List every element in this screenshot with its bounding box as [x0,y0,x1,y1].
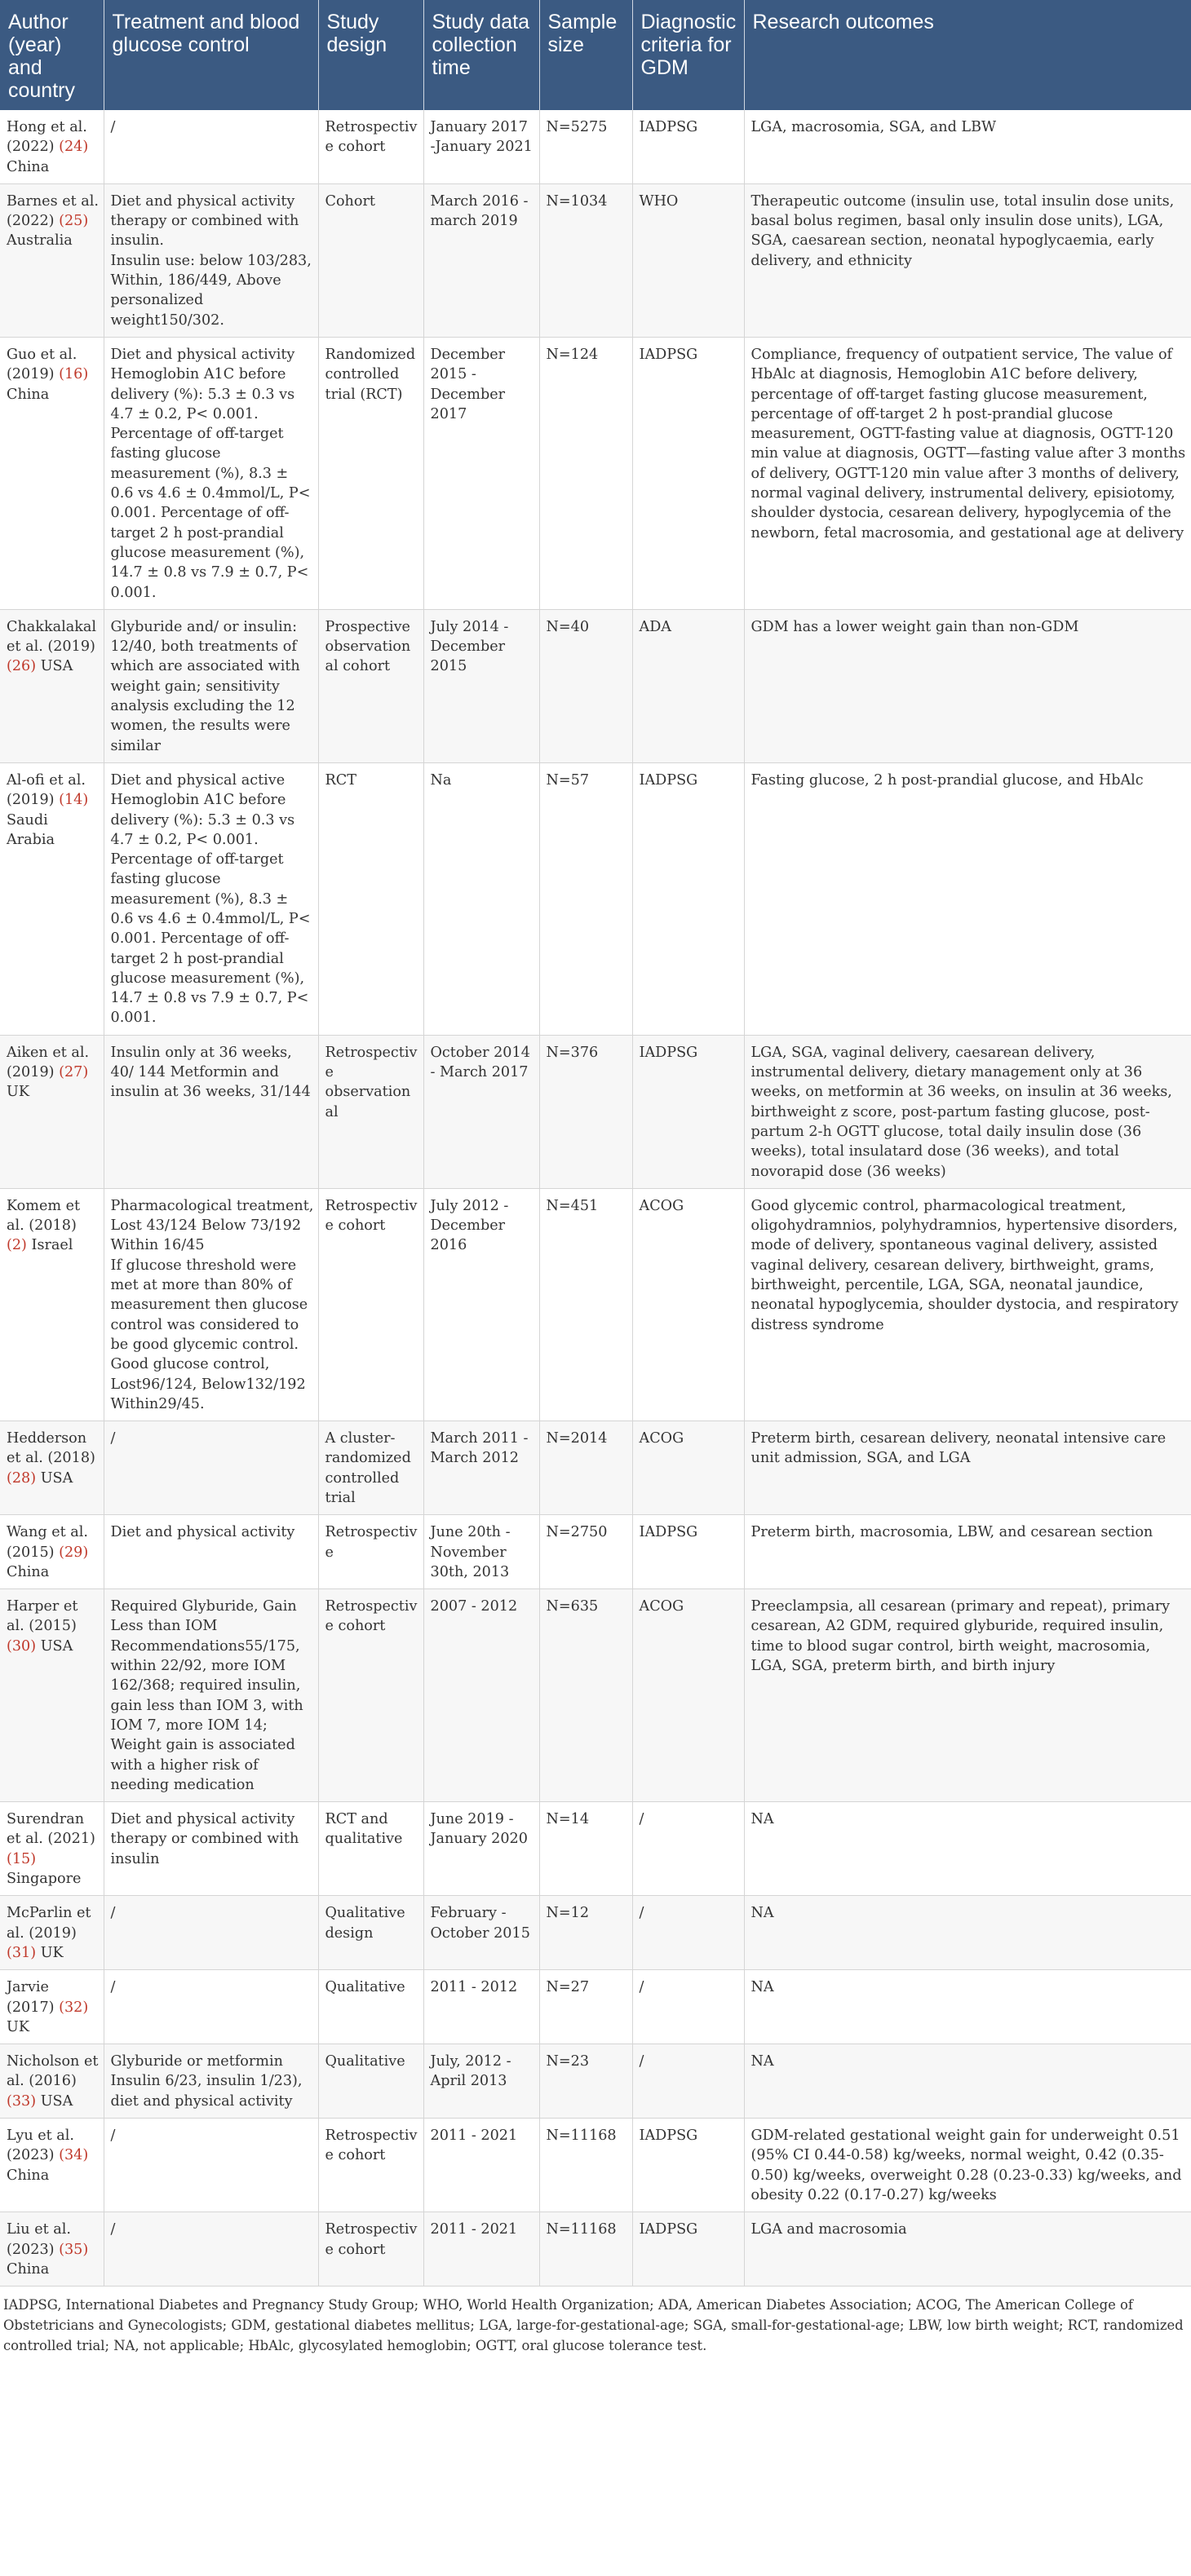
author-name: Surendran et al. (2021) [7,1811,95,1848]
cell-author [0,1896,104,1970]
author-country: Saudi Arabia [7,811,55,848]
cell-time: July 2014 - December 2015 [423,609,539,762]
cell-time: March 2011 -March 2012 [423,1421,539,1515]
cell-time: March 2016 -march 2019 [423,183,539,337]
cell-criteria: ADA [632,609,744,762]
cell-author [0,337,104,609]
cell-criteria: IADPSG [632,1035,744,1188]
cell-author [0,1515,104,1589]
cell-criteria: / [632,2044,744,2119]
cell-sample: N=11168 [539,2212,632,2287]
cell-sample: N=2750 [539,1515,632,1589]
author-country: China [7,2260,50,2278]
table-row [0,2212,1191,2287]
table-row [0,1896,1191,1970]
cell-treatment: Glyburide and/ or insulin: 12/40, both treatments of which are associated with weight gain; sensitivity analysis excluding the 12 women, the results were similar [104,609,318,762]
column-header-sample: Sample size [539,0,632,110]
reference-link[interactable]: (34) [59,2147,89,2164]
column-header-time: Study data collection time [423,0,539,110]
cell-criteria: IADPSG [632,2119,744,2212]
cell-treatment: / [104,2119,318,2212]
cell-sample: N=11168 [539,2119,632,2212]
reference-link[interactable]: (27) [59,1064,89,1081]
cell-sample: N=23 [539,2044,632,2119]
cell-author [0,1589,104,1802]
cell-sample: N=376 [539,1035,632,1188]
cell-criteria: ACOG [632,1589,744,1802]
cell-design: Retrospective cohort [318,2212,423,2287]
reference-link[interactable]: (16) [59,366,89,383]
column-header-criteria: Diagnostic criteria for GDM [632,0,744,110]
cell-outcomes: NA [744,1802,1191,1896]
cell-sample: N=451 [539,1188,632,1421]
author-country: Singapore [7,1871,82,1888]
table-row [0,1188,1191,1421]
table-row [0,1421,1191,1515]
cell-author [0,2119,104,2212]
table-row [0,110,1191,183]
cell-design: Qualitative [318,2044,423,2119]
header-row [0,0,1191,110]
cell-design: Retrospective cohort [318,2119,423,2212]
author-name: Aiken et al. (2019) [7,1044,90,1081]
author-name: Komem et al. (2018) [7,1197,81,1235]
table-row [0,762,1191,1035]
author-country: UK [7,2018,29,2035]
cell-sample: N=2014 [539,1421,632,1515]
author-name: Chakkalakal et al. (2019) [7,618,96,656]
reference-link[interactable]: (14) [59,792,89,809]
cell-treatment: Diet and physical activity therapy or combined with insulin. Insulin use: below 103/283, Within, 186/449, Above personalized weight150/302. [104,183,318,337]
reference-link[interactable]: (15) [7,1850,37,1867]
cell-time: Na [423,762,539,1035]
cell-criteria: WHO [632,183,744,337]
cell-design: RCT and qualitative [318,1802,423,1896]
cell-criteria: / [632,1970,744,2044]
cell-design: Retrospective cohort [318,1589,423,1802]
cell-treatment: / [104,1421,318,1515]
cell-design: Retrospective [318,1515,423,1589]
cell-treatment: / [104,110,318,183]
author-country: China [7,1563,50,1580]
cell-outcomes: GDM has a lower weight gain than non-GDM [744,609,1191,762]
table-body [0,110,1191,2287]
cell-time: January 2017 -January 2021 [423,110,539,183]
cell-outcomes: Preterm birth, cesarean delivery, neonatal intensive care unit admission, SGA, and LGA [744,1421,1191,1515]
cell-treatment: Diet and physical activity Hemoglobin A1C before delivery (%): 5.3 ± 0.3 vs 4.7 ± 0.2, P< 0.001. Percentage of off-target fasting glucose measurement (%), 8.3 ± 0.6 vs 4.6 ± 0.4mmol/L, P< 0.001. Percentage of off-target 2 h post-prandial glucose measurement (%), 14.7 ± 0.8 vs 7.9 ± 0.7, P< 0.001. [104,337,318,609]
cell-criteria: ACOG [632,1188,744,1421]
cell-author [0,1421,104,1515]
author-name: Jarvie (2017) [7,1979,55,2016]
author-name: Nicholson et al. (2016) [7,2053,99,2090]
cell-criteria: IADPSG [632,110,744,183]
table-row [0,1970,1191,2044]
author-name: Guo et al. (2019) [7,346,77,383]
cell-time: July, 2012 - April 2013 [423,2044,539,2119]
author-country: China [7,386,50,403]
cell-outcomes: Fasting glucose, 2 h post-prandial glucose, and HbAlc [744,762,1191,1035]
cell-time: December 2015 -December 2017 [423,337,539,609]
reference-link[interactable]: (2) [7,1237,27,1254]
cell-author [0,1035,104,1188]
cell-outcomes: GDM-related gestational weight gain for underweight 0.51 (95% CI 0.44-0.58) kg/weeks, normal weight, 0.42 (0.35-0.50) kg/weeks, overweight 0.28 (0.23-0.33) kg/weeks, and obesity 0.22 (0.17-0.27) kg/weeks [744,2119,1191,2212]
cell-outcomes: Preterm birth, macrosomia, LBW, and cesarean section [744,1515,1191,1589]
cell-outcomes: Preeclampsia, all cesarean (primary and repeat), primary cesarean, A2 GDM, required glyburide, required insulin, time to blood sugar control, birth weight, macrosomia, LGA, SGA, preterm birth, and birth injury [744,1589,1191,1802]
author-country: Israel [31,1237,73,1254]
cell-author [0,1970,104,2044]
cell-design: Retrospective cohort [318,110,423,183]
table-row [0,1515,1191,1589]
reference-link[interactable]: (29) [59,1544,89,1561]
author-country: China [7,158,50,175]
cell-design: A cluster-randomized controlled trial [318,1421,423,1515]
author-name: Liu et al. (2023) [7,2221,72,2258]
cell-design: Qualitative design [318,1896,423,1970]
cell-treatment: / [104,1896,318,1970]
cell-author [0,110,104,183]
cell-criteria: IADPSG [632,2212,744,2287]
cell-outcomes: NA [744,1970,1191,2044]
author-name: Harper et al. (2015) [7,1598,78,1635]
cell-sample: N=124 [539,337,632,609]
cell-outcomes: NA [744,1896,1191,1970]
table-row [0,183,1191,337]
cell-treatment: Glyburide or metformin Insulin 6/23, insulin 1/23), diet and physical activity [104,2044,318,2119]
author-country: USA [40,2092,73,2110]
column-header-author: Author (year) and country [0,0,104,110]
cell-design: Retrospective cohort [318,1188,423,1421]
cell-design: Qualitative [318,1970,423,2044]
table-header [0,0,1191,110]
cell-design: Prospective observational cohort [318,609,423,762]
reference-link[interactable]: (30) [7,1637,37,1655]
cell-criteria: IADPSG [632,762,744,1035]
cell-time: 2011 - 2012 [423,1970,539,2044]
cell-treatment: Required Glyburide, Gain Less than IOM Recommendations55/175, within 22/92, more IOM 162/368; required insulin, gain less than IOM 3, with IOM 7, more IOM 14; Weight gain is associated with a higher risk of needing medication [104,1589,318,1802]
table-footnote: IADPSG, International Diabetes and Pregnancy Study Group; WHO, World Health Organization; ADA, American Diabetes Association; ACOG, The American College of Obstetricians and Gynecologists; GDM, gestational diabetes mellitus; LGA, large-for-gestational-age; SGA, small-for-gestational-age; LBW, low birth weight; RCT, randomized controlled trial; NA, not applicable; HbAlc, glycosylated hemoglobin; OGTT, oral glucose tolerance test. [3,2297,1184,2354]
cell-treatment: Diet and physical active Hemoglobin A1C before delivery (%): 5.3 ± 0.3 vs 4.7 ± 0.2, P< 0.001. Percentage of off-target fasting glucose measurement (%), 8.3 ± 0.6 vs 4.6 ± 0.4mmol/L, P< 0.001. Percentage of off-target 2 h post-prandial glucose measurement (%), 14.7 ± 0.8 vs 7.9 ± 0.7, P< 0.001. [104,762,318,1035]
cell-outcomes: LGA, macrosomia, SGA, and LBW [744,110,1191,183]
author-name: Barnes et al. (2022) [7,192,99,230]
cell-treatment: Insulin only at 36 weeks, 40/ 144 Metformin and insulin at 36 weeks, 31/144 [104,1035,318,1188]
author-name: Hong et al. (2022) [7,119,87,156]
author-name: McParlin et al. (2019) [7,1905,91,1942]
cell-author [0,609,104,762]
cell-sample: N=57 [539,762,632,1035]
reference-link[interactable]: (33) [7,2092,37,2110]
table-row [0,1802,1191,1896]
cell-time: 2011 - 2021 [423,2119,539,2212]
cell-author [0,762,104,1035]
cell-sample: N=27 [539,1970,632,2044]
cell-treatment: / [104,2212,318,2287]
author-country: USA [40,658,73,675]
cell-sample: N=14 [539,1802,632,1896]
reference-link[interactable]: (24) [59,139,89,156]
cell-author [0,1188,104,1421]
cell-sample: N=5275 [539,110,632,183]
cell-outcomes: Compliance, frequency of outpatient service, The value of HbAlc at diagnosis, Hemoglobin A1C before delivery, percentage of off-target fasting glucose measurement, percentage of off-target 2 h post-prandial glucose measurement, OGTT-fasting value at diagnosis, OGTT-120 min value at diagnosis, OGTT—fasting value after 3 months of delivery, OGTT-120 min value after 3 months of delivery, normal vaginal delivery, instrumental delivery, episiotomy, shoulder dystocia, cesarean delivery, hypoglycemia of the newborn, fetal macrosomia, and gestational age at delivery [744,337,1191,609]
author-name: Hedderson et al. (2018) [7,1430,95,1467]
table-row [0,609,1191,762]
cell-design: Randomized controlled trial (RCT) [318,337,423,609]
cell-time: 2007 - 2012 [423,1589,539,1802]
cell-author [0,183,104,337]
cell-criteria: ACOG [632,1421,744,1515]
column-header-design: Study design [318,0,423,110]
cell-time: February - October 2015 [423,1896,539,1970]
cell-treatment: Diet and physical activity [104,1515,318,1589]
cell-treatment: / [104,1970,318,2044]
cell-outcomes: Therapeutic outcome (insulin use, total insulin dose units, basal bolus regimen, basal only insulin dose units), LGA, SGA, caesarean section, neonatal hypoglycaemia, early delivery, and ethnicity [744,183,1191,337]
author-country: Australia [7,232,73,250]
reference-link[interactable]: (28) [7,1469,37,1487]
cell-sample: N=40 [539,609,632,762]
author-country: USA [40,1469,73,1487]
author-name: Wang et al. (2015) [7,1524,89,1561]
cell-treatment: Diet and physical activity therapy or combined with insulin [104,1802,318,1896]
cell-design: RCT [318,762,423,1035]
cell-time: June 20th - November 30th, 2013 [423,1515,539,1589]
reference-link[interactable]: (31) [7,1944,37,1961]
cell-design: Retrospective observational [318,1035,423,1188]
cell-outcomes: Good glycemic control, pharmacological treatment, oligohydramnios, polyhydramnios, hypertensive disorders, mode of delivery, spontaneous vaginal delivery, assisted vaginal delivery, cesarean delivery, birthweight, grams, birthweight, percentile, LGA, SGA, neonatal jaundice, neonatal hypoglycemia, shoulder dystocia, and respiratory distress syndrome [744,1188,1191,1421]
cell-sample: N=12 [539,1896,632,1970]
column-header-treatment: Treatment and blood glucose control [104,0,318,110]
reference-link[interactable]: (32) [59,1999,89,2016]
cell-author [0,1802,104,1896]
table-row [0,2044,1191,2119]
cell-treatment: Pharmacological treatment, Lost 43/124 Below 73/192 Within 16/45 If glucose threshold were met at more than 80% of measurement then glucose control was considered to be good glycemic control. Good glucose control, Lost96/124, Below132/192 Within29/45. [104,1188,318,1421]
table-row [0,337,1191,609]
cell-sample: N=1034 [539,183,632,337]
reference-link[interactable]: (35) [59,2241,89,2258]
cell-outcomes: LGA, SGA, vaginal delivery, caesarean delivery, instrumental delivery, dietary management only at 36 weeks, on metformin at 36 weeks, on insulin at 36 weeks, birthweight z score, post-partum fasting glucose, post-partum 2-h OGTT glucose, total daily insulin dose (36 weeks), total insulatard dose (36 weeks), and total novorapid dose (36 weeks) [744,1035,1191,1188]
reference-link[interactable]: (26) [7,658,37,675]
cell-sample: N=635 [539,1589,632,1802]
cell-criteria: IADPSG [632,1515,744,1589]
cell-time: June 2019 - January 2020 [423,1802,539,1896]
cell-criteria: / [632,1802,744,1896]
column-header-outcomes: Research outcomes [744,0,1191,110]
author-name: Al-ofi et al. (2019) [7,771,86,809]
author-country: UK [40,1944,64,1961]
reference-link[interactable]: (25) [59,213,89,230]
cell-author [0,2044,104,2119]
author-country: UK [7,1084,29,1101]
table-row [0,1035,1191,1188]
author-name: Lyu et al. (2023) [7,2128,75,2164]
table-row [0,1589,1191,1802]
cell-time: October 2014 - March 2017 [423,1035,539,1188]
author-country: USA [40,1637,73,1655]
cell-criteria: IADPSG [632,337,744,609]
cell-time: 2011 - 2021 [423,2212,539,2287]
cell-criteria: / [632,1896,744,1970]
cell-time: July 2012 - December 2016 [423,1188,539,1421]
cell-author [0,2212,104,2287]
cell-outcomes: NA [744,2044,1191,2119]
cell-design: Cohort [318,183,423,337]
cell-outcomes: LGA and macrosomia [744,2212,1191,2287]
author-country: China [7,2167,50,2184]
table-row [0,2119,1191,2212]
